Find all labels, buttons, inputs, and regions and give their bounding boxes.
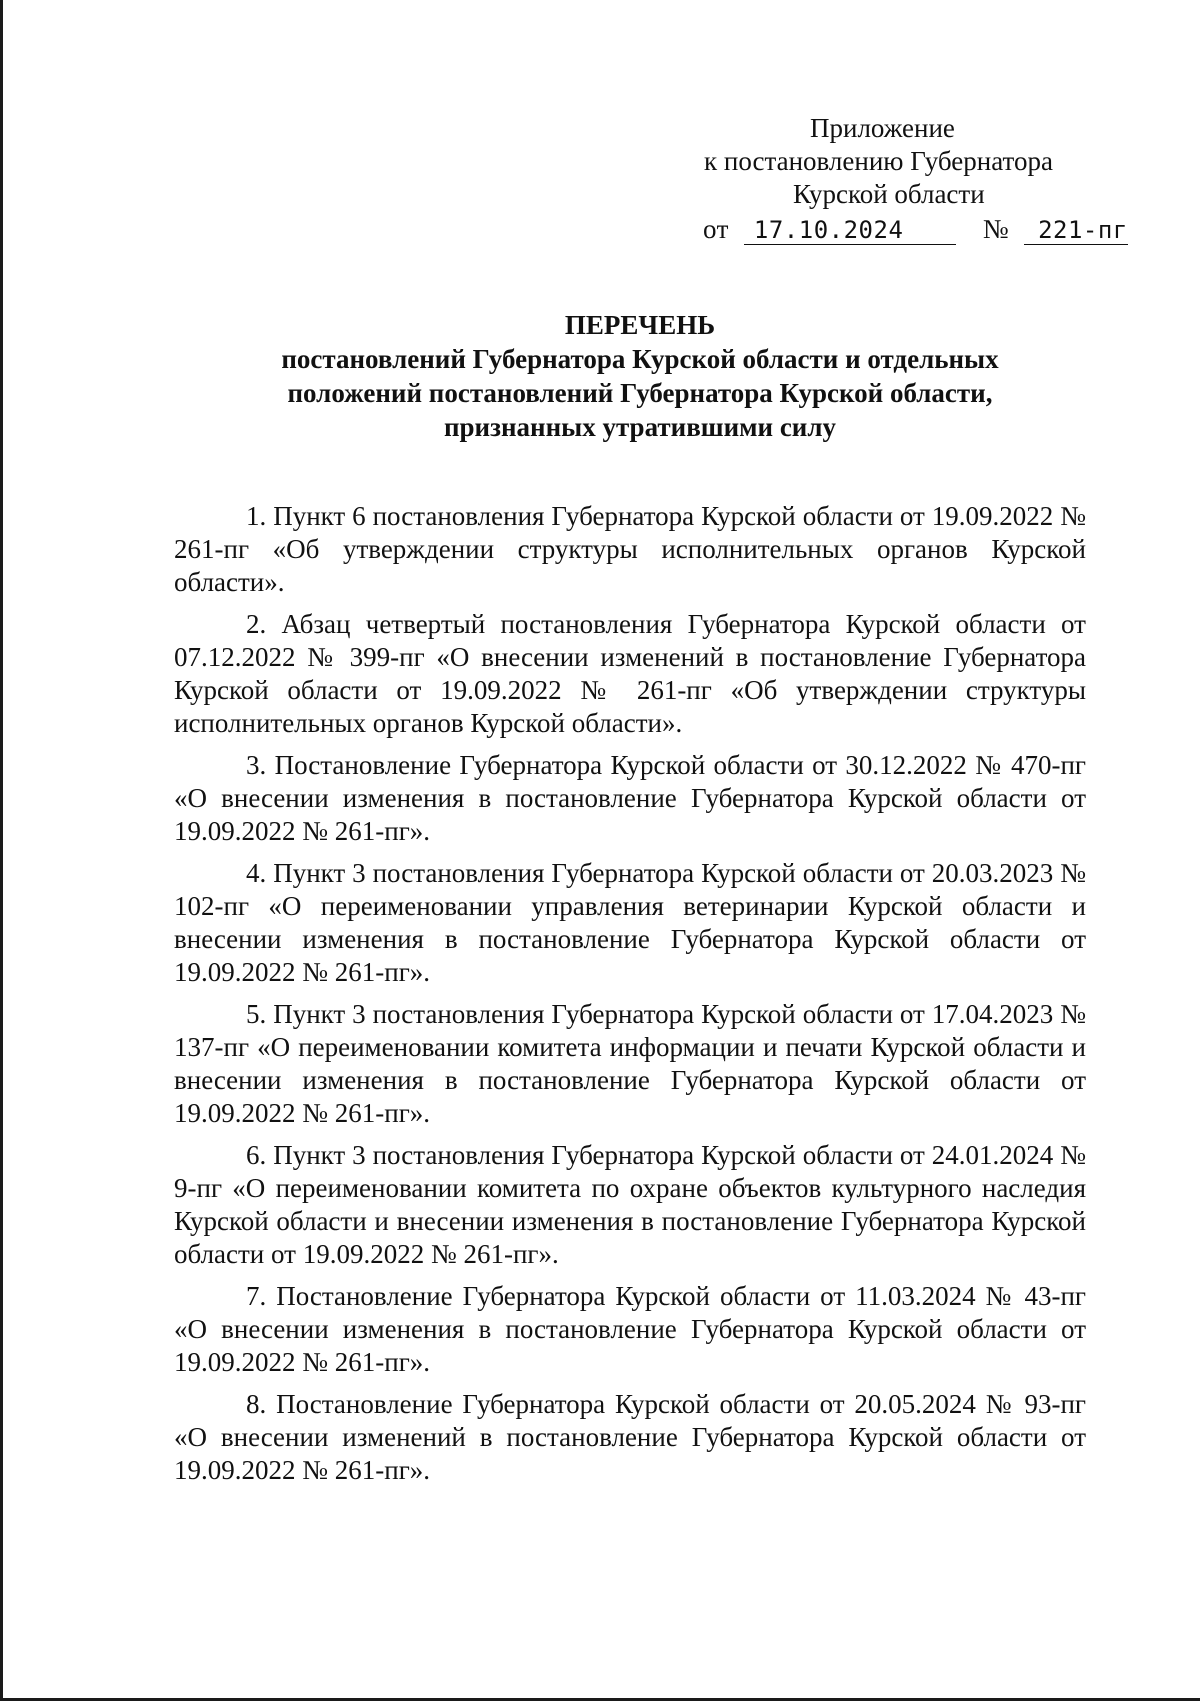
appendix-title: Приложение bbox=[810, 113, 955, 143]
list-item: 2. Абзац четвертый постановления Губернатора Курской области от 07.12.2022 № 399-пг «О внесении изменений в постановление Губернатора Курской области от 19.09.2022 № 261-пг «Об утверждении структуры исполнительных органов Курской области». bbox=[174, 609, 1086, 738]
list-item: 6. Пункт 3 постановления Губернатора Курской области от 24.01.2024 № 9-пг «О переименовании комитета по охране объектов культурного наследия Курской области и внесении изменения в постановление Губернатора Курской области от 19.09.2022 № 261-пг». bbox=[174, 1140, 1086, 1269]
number-label: № bbox=[982, 214, 1010, 244]
page-left-edge bbox=[0, 0, 3, 1701]
document-body bbox=[174, 500, 1086, 1496]
list-item: 1. Пункт 6 постановления Губернатора Курской области от 19.09.2022 № 261-пг «Об утверждении структуры исполнительных органов Курской области». bbox=[174, 501, 1086, 597]
list-item: 3. Постановление Губернатора Курской области от 30.12.2022 № 470-пг «О внесении изменения в постановление Губернатора Курской области от 19.09.2022 № 261-пг». bbox=[174, 750, 1086, 846]
decree-date: 17.10.2024 bbox=[744, 216, 956, 245]
document-title bbox=[170, 308, 1110, 444]
title-line-3: признанных утратившими силу bbox=[443, 412, 837, 442]
title-main: ПЕРЕЧЕНЬ bbox=[564, 310, 716, 340]
appendix-header bbox=[680, 112, 1100, 211]
appendix-region: Курской области bbox=[793, 179, 985, 209]
from-label: от bbox=[703, 214, 729, 244]
list-item: 5. Пункт 3 постановления Губернатора Курской области от 17.04.2023 № 137-пг «О переименовании комитета информации и печати Курской области и внесении изменения в постановление Губернатора Курской области от 19.09.2022 № 261-пг». bbox=[174, 999, 1086, 1128]
appendix-reference: к постановлению Губернатора bbox=[704, 146, 1053, 176]
decree-date-number bbox=[703, 214, 1128, 245]
decree-number: 221-пг bbox=[1024, 216, 1128, 245]
list-item: 4. Пункт 3 постановления Губернатора Курской области от 20.03.2023 № 102-пг «О переименовании управления ветеринарии Курской области и внесении изменения в постановление Губернатора Курской области от 19.09.2022 № 261-пг». bbox=[174, 858, 1086, 987]
list-item: 7. Постановление Губернатора Курской области от 11.03.2024 № 43-пг «О внесении изменения в постановление Губернатора Курской области от 19.09.2022 № 261-пг». bbox=[174, 1281, 1086, 1377]
title-line-2: положений постановлений Губернатора Курской области, bbox=[287, 378, 993, 408]
title-line-1: постановлений Губернатора Курской области и отдельных bbox=[281, 344, 999, 374]
list-item: 8. Постановление Губернатора Курской области от 20.05.2024 № 93-пг «О внесении изменений в постановление Губернатора Курской области от 19.09.2022 № 261-пг». bbox=[174, 1389, 1086, 1485]
